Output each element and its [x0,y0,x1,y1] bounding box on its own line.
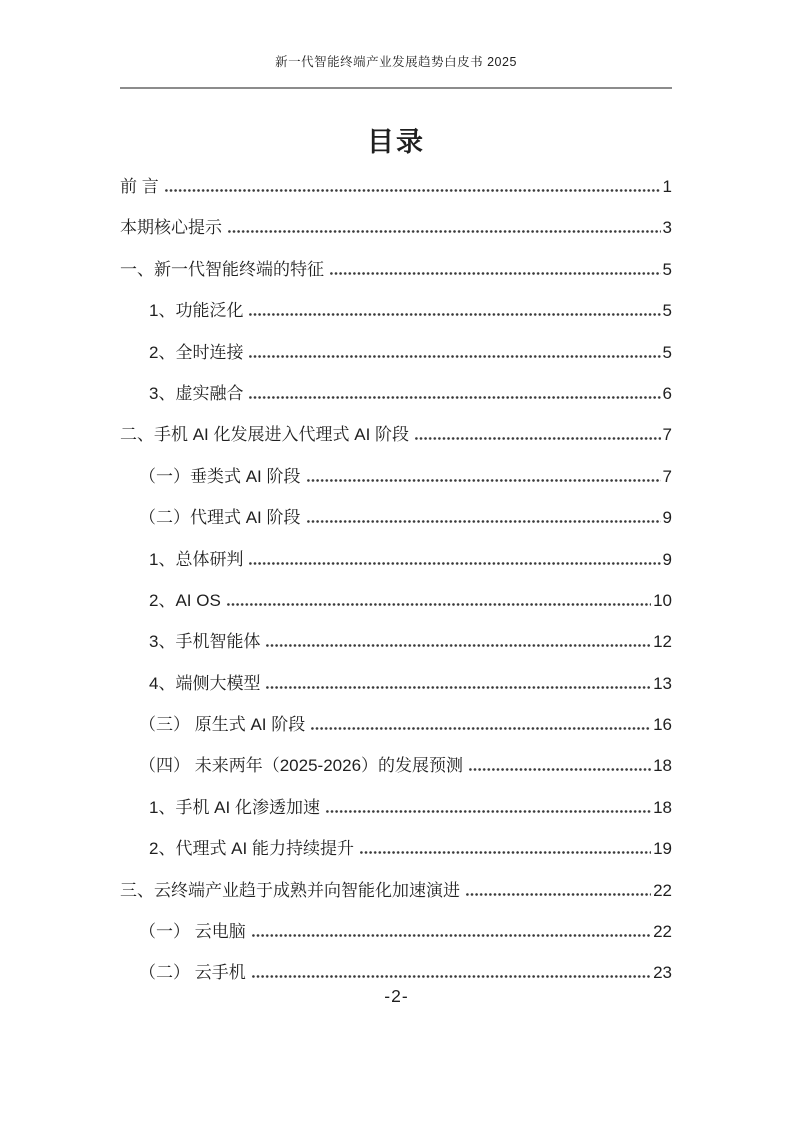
toc-entry-label: 3、虚实融合 [149,383,244,403]
toc-entry-label: （一）垂类式 AI 阶段 [139,466,301,486]
toc-entry-page: 1 [662,177,672,196]
toc-leader-dots [415,437,661,440]
toc-entry-label: 3、手机智能体 [149,632,261,652]
toc-entry[interactable] [120,631,672,672]
toc-entry-page: 9 [662,549,672,569]
toc-entry-page: 23 [653,963,672,983]
toc-entry-page: 5 [662,259,672,279]
toc-leader-dots [311,727,651,730]
toc-entry-page: 13 [653,673,672,693]
toc-entry-page: 5 [662,342,672,362]
toc-entry-label: 前 言 [120,177,159,196]
page-title: 目录 [367,127,425,157]
toc-leader-dots [307,520,661,523]
toc-leader-dots [469,768,651,771]
toc-entry-label: （二） 云手机 [139,963,246,983]
toc-entry-page: 9 [662,508,672,528]
toc-entry[interactable] [120,300,672,341]
toc-entry-label: （三） 原生式 AI 阶段 [139,715,306,735]
footer-page-number: -2- [384,986,409,1006]
toc-entry-label: （二）代理式 AI 阶段 [139,508,301,528]
toc-entry-page: 22 [653,922,672,942]
toc-entry-page: 18 [653,797,672,817]
toc-entry-page: 19 [653,839,672,859]
toc-entry-label: 本期核心提示 [120,218,222,238]
toc-entry-label: 2、全时连接 [149,342,244,362]
toc-entry[interactable] [120,259,672,300]
toc-leader-dots [330,272,661,275]
toc-entry-label: 二、手机 AI 化发展进入代理式 AI 阶段 [120,425,410,445]
toc-leader-dots [252,934,651,937]
toc-entry-page: 10 [653,590,672,610]
toc-leader-dots [360,851,651,854]
toc-leader-dots [326,810,651,813]
toc-entry[interactable] [120,466,672,507]
toc-leader-dots [249,562,660,565]
toc-entry[interactable] [120,590,672,631]
toc-leader-dots [466,893,651,896]
toc-leader-dots [228,230,661,233]
toc-entry[interactable] [120,880,672,921]
toc-entry[interactable] [120,342,672,383]
header-rule [120,87,672,89]
toc-entry-page: 22 [653,880,672,900]
toc-list [120,176,672,1004]
toc-entry[interactable] [120,217,672,258]
toc-leader-dots [266,644,651,647]
toc-leader-dots [249,313,660,316]
toc-entry-label: （一） 云电脑 [139,922,246,942]
toc-entry-page: 7 [662,425,672,445]
toc-entry-label: 4、端侧大模型 [149,673,261,693]
toc-entry-page: 5 [662,301,672,321]
toc-leader-dots [249,396,660,399]
toc-entry-label: 一、新一代智能终端的特征 [120,259,324,279]
toc-leader-dots [227,603,651,606]
toc-leader-dots [165,189,661,192]
toc-entry-label: （四） 未来两年（2025-2026）的发展预测 [139,756,464,776]
toc-leader-dots [249,355,660,358]
toc-entry-label: 2、代理式 AI 能力持续提升 [149,839,354,859]
toc-entry[interactable] [120,383,672,424]
page-footer [0,986,793,1007]
toc-entry-page: 16 [653,715,672,735]
toc-entry-label: 1、总体研判 [149,549,244,569]
toc-entry-label: 1、功能泛化 [149,301,244,321]
toc-leader-dots [252,975,651,978]
toc-entry[interactable] [120,673,672,714]
toc-entry[interactable] [120,714,672,755]
toc-entry-page: 3 [662,218,672,238]
toc-entry[interactable] [120,507,672,548]
toc-entry[interactable] [120,755,672,796]
toc-entry[interactable] [120,549,672,590]
page-header [120,0,672,89]
toc-entry[interactable] [120,921,672,962]
toc-entry-page: 6 [662,383,672,403]
toc-entry-label: 2、AI OS [149,590,221,610]
toc-entry-page: 12 [653,632,672,652]
toc-entry[interactable] [120,176,672,217]
toc-entry-label: 1、手机 AI 化渗透加速 [149,797,320,817]
toc-leader-dots [266,686,651,689]
header-title: 新一代智能终端产业发展趋势白皮书 2025 [275,55,517,69]
toc-entry[interactable] [120,424,672,465]
toc-entry[interactable] [120,797,672,838]
toc-entry-label: 三、云终端产业趋于成熟并向智能化加速演进 [120,880,460,900]
toc-leader-dots [307,479,661,482]
toc-entry[interactable] [120,838,672,879]
toc-entry-page: 7 [662,466,672,486]
toc-entry-page: 18 [653,756,672,776]
